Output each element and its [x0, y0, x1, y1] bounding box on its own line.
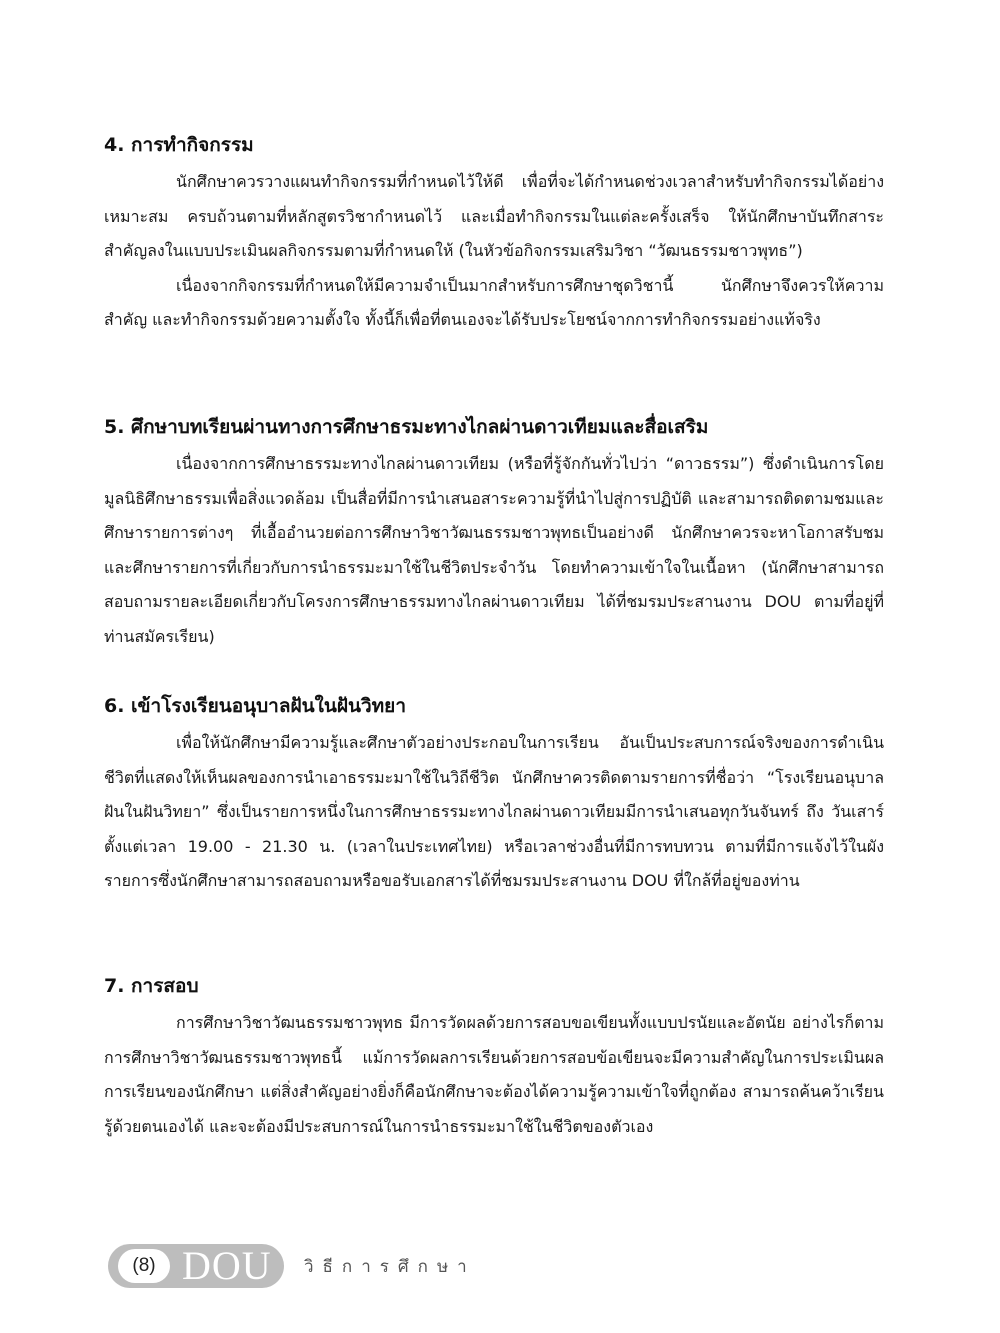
- section-paragraph: นักศึกษาควรวางแผนทำกิจกรรมที่กำหนดไว้ให้ดี เพื่อที่จะได้กำหนดช่วงเวลาสำหรับทำกิจกรรมได้อย่างเหมาะสม ครบถ้วนตามที่หลักสูตรวิชากำหนดไว้ และเมื่อทำกิจกรรมในแต่ละครั้งเสร็จ ให้นักศึกษาบันทึกสาระสำคัญลงในแบบประเมินผลกิจกรรมตามที่กำหนดให้ (ในหัวข้อกิจกรรมเสริมวิชา “วัฒนธรรมชาวพุทธ”): [104, 172, 884, 261]
- section-satellite-study: [104, 413, 884, 655]
- section-heading: 6. เข้าโรงเรียนอนุบาลฝันในฝันวิทยา: [104, 695, 406, 717]
- footer-title: วิธีการศึกษา: [304, 1256, 476, 1277]
- section-paragraph: การศึกษาวิชาวัฒนธรรมชาวพุทธ มีการวัดผลด้วยการสอบขอเขียนทั้งแบบปรนัยและอัตนัย อย่างไรก็ตาม การศึกษาวิชาวัฒนธรรมชาวพุทธนี้ แม้การวัดผลการเรียนด้วยการสอบข้อเขียนจะมีความสำคัญในการประเมินผลการเรียนของนักศึกษา แต่สิ่งสำคัญอย่างยิ่งก็คือนักศึกษาจะต้องได้ความรู้ความเข้าใจที่ถูกต้อง สามารถค้นคว้าเรียนรู้ด้วยตนเองได้ และจะต้องมีประสบการณ์ในการนำธรรมะมาใช้ในชีวิตของตัวเอง: [104, 1013, 884, 1136]
- section-paragraph: เนื่องจากการศึกษาธรรมะทางไกลผ่านดาวเทียม (หรือที่รู้จักกันทั่วไปว่า “ดาวธรรม”) ซึ่งดำเนินการโดยมูลนิธิศึกษาธรรมเพื่อสิ่งแวดล้อม เป็นสื่อที่มีการนำเสนอสาระความรู้ที่นำไปสู่การปฏิบัติ และสามารถติดตามชมและศึกษารายการต่างๆ ที่เอื้ออำนวยต่อการศึกษาวิชาวัฒนธรรมชาวพุทธเป็นอย่างดี นักศึกษาควรจะหาโอกาสรับชมและศึกษารายการที่เกี่ยวกับการนำธรรมะมาใช้ในชีวิตประจำวัน โดยทำความเข้าใจในเนื้อหา (นักศึกษาสามารถสอบถามรายละเอียดเกี่ยวกับโครงการศึกษาธรรมทางไกลผ่านดาวเทียม ได้ที่ชมรมประสานงาน DOU ตามที่อยู่ที่ท่านสมัครเรียน): [104, 454, 884, 646]
- section-paragraph: เนื่องจากกิจกรรมที่กำหนดให้มีความจำเป็นมากสำหรับการศึกษาชุดวิชานี้ นักศึกษาจึงควรให้ความสำคัญ และทำกิจกรรมด้วยความตั้งใจ ทั้งนี้ก็เพื่อที่ตนเองจะได้รับประโยชน์จากการทำกิจกรรมอย่างแท้จริง: [104, 275, 884, 330]
- page-number: (8): [118, 1249, 170, 1283]
- section-examination: [104, 972, 884, 1144]
- footer-badge: [108, 1244, 284, 1288]
- section-heading: 5. ศึกษาบทเรียนผ่านทางการศึกษาธรมะทางไกลผ่านดาวเทียมและสื่อเสริม: [104, 416, 709, 438]
- section-kindergarten-program: [104, 692, 884, 899]
- page-footer: [108, 1243, 476, 1289]
- section-heading: 4. การทำกิจกรรม: [104, 134, 254, 156]
- section-paragraph: เพื่อให้นักศึกษามีความรู้และศึกษาตัวอย่างประกอบในการเรียน อันเป็นประสบการณ์จริงของการดำเนินชีวิตที่แสดงให้เห็นผลของการนำเอาธรรมะมาใช้ในวิถีชีวิต นักศึกษาควรติดตามรายการที่ชื่อว่า “โรงเรียนอนุบาลฝันในฝันวิทยา” ซึ่งเป็นรายการหนึ่งในการศึกษาธรรมะทางไกลผ่านดาวเทียมมีการนำเสนอทุกวันจันทร์ ถึง วันเสาร์ ตั้งแต่เวลา 19.00 - 21.30 น. (เวลาในประเทศไทย) หรือเวลาช่วงอื่นที่มีการทบทวน ตามที่มีการแจ้งไว้ในผังรายการซึ่งนักศึกษาสามารถสอบถามหรือขอรับเอกสารได้ที่ชมรมประสานงาน DOU ที่ใกล้ที่อยู่ของท่าน: [104, 733, 884, 891]
- section-heading: 7. การสอบ: [104, 975, 199, 997]
- dou-logo: DOU: [182, 1243, 272, 1288]
- section-activities: [104, 131, 884, 338]
